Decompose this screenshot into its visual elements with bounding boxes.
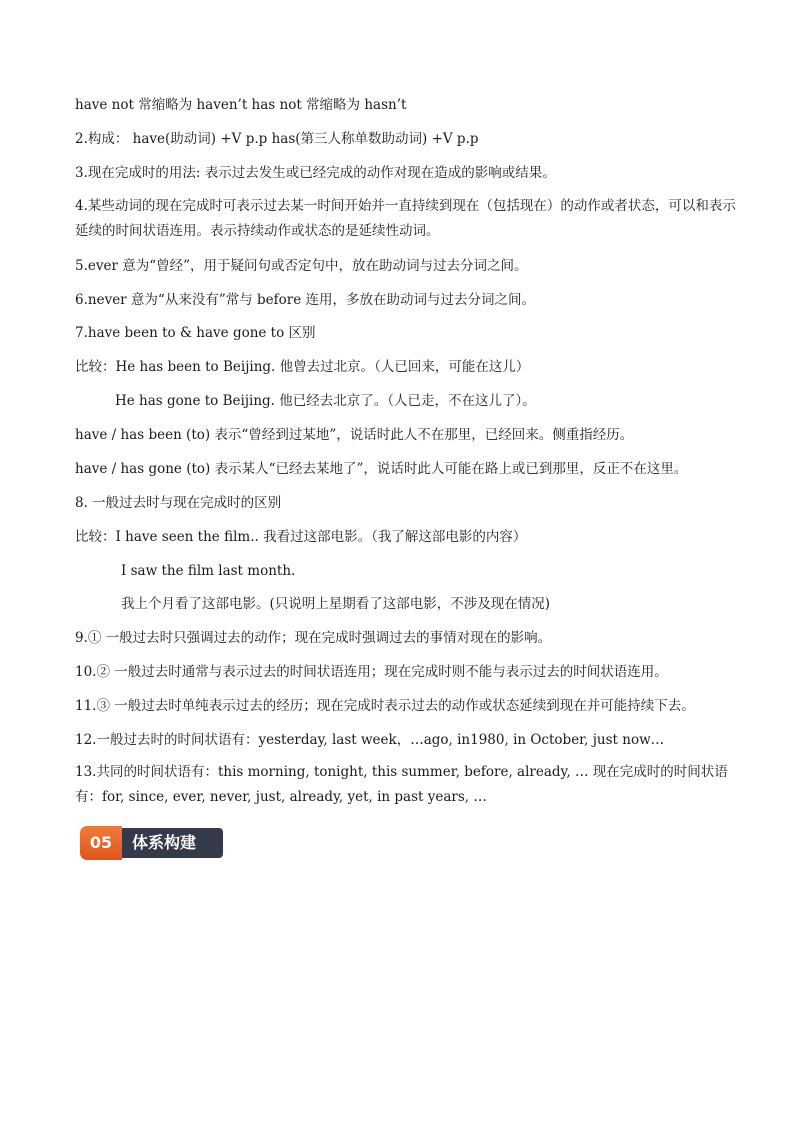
note-line-been-meaning: have / has been (to) 表示“曾经到过某地”，说话时此人不在那里，已经回来。侧重指经历。: [75, 427, 634, 443]
note-line-structure: 2.构成： have(助动词) +V p.p has(第三人称单数助动词) +V p.p: [75, 131, 479, 147]
note-line-tense-difference-heading: 8. 一般过去时与现在完成时的区别: [75, 495, 282, 511]
section-header-badge: [80, 826, 223, 860]
note-line-saw-film-example: I saw the film last month.: [121, 563, 296, 579]
note-line-abbreviation: have not 常缩略为 haven’t has not 常缩略为 hasn’t: [75, 97, 407, 113]
note-line-shared-time-adverbials: 13.共同的时间状语有：this morning, tonight, this summer, before, already, … 现在完成时的时间状语有：for, since, ever, never, just, already, yet, in past years, …: [75, 764, 728, 805]
note-line-past-time-adverbials: 12.一般过去时的时间状语有：yesterday, last week，…ago, in1980, in October, just now…: [75, 732, 665, 748]
section-number: 05: [80, 826, 122, 860]
note-line-ever: 5.ever 意为“曾经”，用于疑问句或否定句中，放在助动词与过去分词之间。: [75, 258, 528, 274]
note-line-usage: 3.现在完成时的用法: 表示过去发生或已经完成的动作对现在造成的影响或结果。: [75, 165, 556, 181]
note-line-never: 6.never 意为“从来没有”常与 before 连用，多放在助动词与过去分词之间。: [75, 292, 536, 308]
note-line-gone-meaning: have / has gone (to) 表示某人“已经去某地了”，说话时此人可能在路上或已到那里，反正不在这里。: [75, 461, 688, 477]
note-line-seen-film-example: 比较：I have seen the film.. 我看过这部电影。（我了解这部电影的内容）: [75, 529, 527, 545]
note-line-gone-example: He has gone to Beijing. 他已经去北京了。（人已走，不在这儿了）。: [115, 393, 536, 409]
note-line-point-9: 9.① 一般过去时只强调过去的动作；现在完成时强调过去的事情对现在的影响。: [75, 630, 552, 646]
note-line-point-11: 11.③ 一般过去时单纯表示过去的经历；现在完成时表示过去的动作或状态延续到现在并可能持续下去。: [75, 698, 695, 714]
section-title: 体系构建: [122, 828, 223, 858]
note-line-point-10: 10.② 一般过去时通常与表示过去的时间状语连用；现在完成时则不能与表示过去的时间状语连用。: [75, 664, 668, 680]
note-line-been-gone-heading: 7.have been to & have gone to 区别: [75, 325, 316, 341]
note-line-durative-verbs: 4.某些动词的现在完成时可表示过去某一时间开始并一直持续到现在（包括现在）的动作或者状态，可以和表示延续的时间状语连用。表示持续动作或状态的是延续性动词。: [75, 198, 736, 239]
note-line-saw-film-translation: 我上个月看了这部电影。(只说明上星期看了这部电影，不涉及现在情况): [121, 596, 551, 612]
note-line-been-example: 比较：He has been to Beijing. 他曾去过北京。（人已回来，可能在这儿）: [75, 359, 530, 375]
